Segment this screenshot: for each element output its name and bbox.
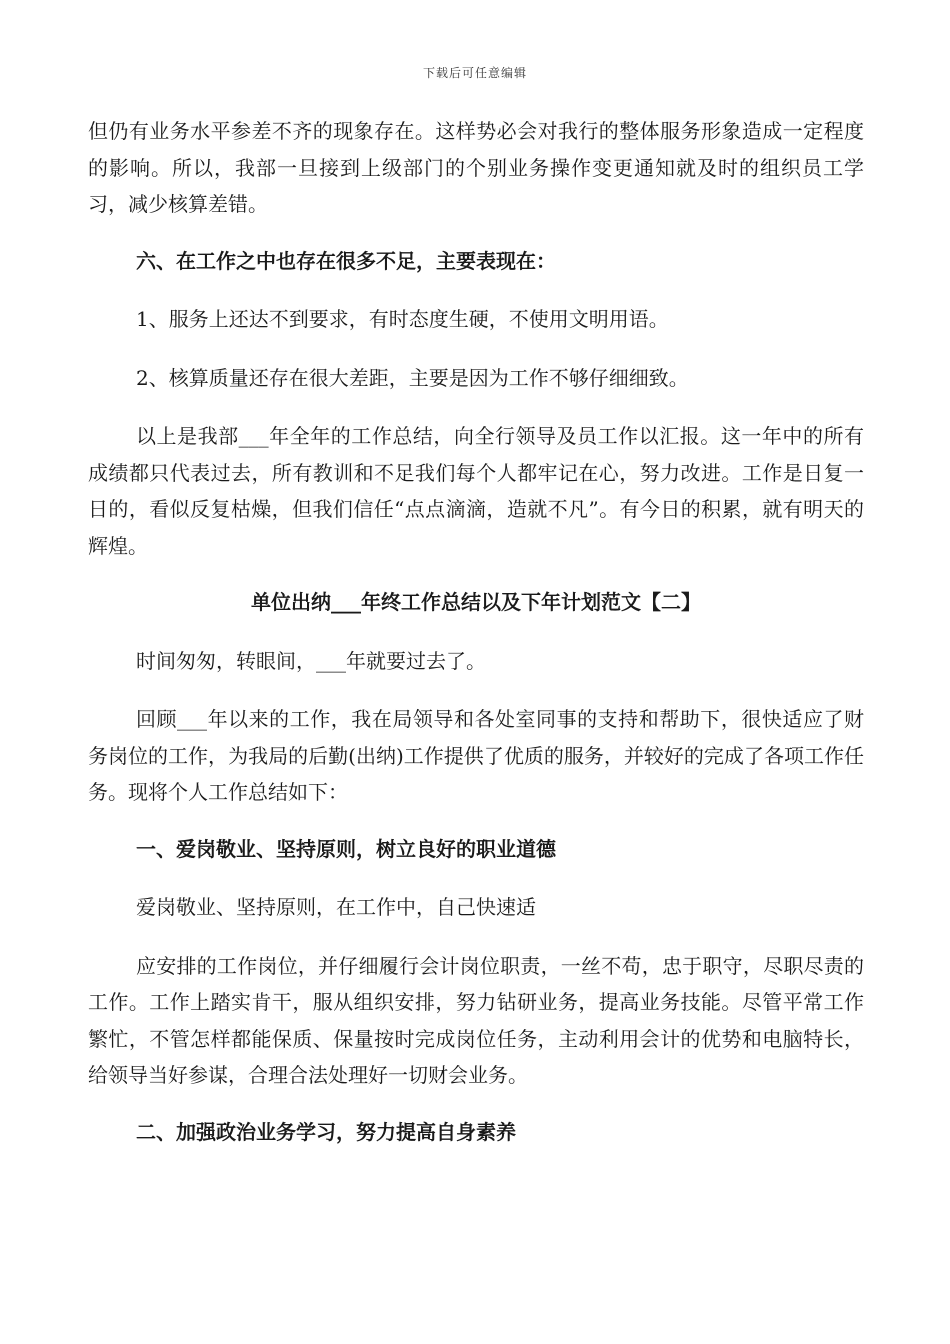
page-header: 下载后可任意编辑 xyxy=(422,66,527,80)
paragraph-duties: 应安排的工作岗位，并仔细履行会计岗位职责，一丝不苟，忠于职守，尽职尽责的工作。工作上踏实肯干，服从组织安排，努力钻研业务，提高业务技能。尽管平常工作繁忙，不管怎样都能保质、保量按时完成岗位任务，主动利用会计的优势和电脑特长，给领导当好参谋，合理合法处理好一切财会业务。 xyxy=(88,953,864,1087)
article-title: 单位出纳___年终工作总结以及下年计划范文【二】 xyxy=(251,590,701,614)
section-heading-six: 六、在工作之中也存在很多不足，主要表现在： xyxy=(136,248,556,273)
section-heading-two: 二、加强政治业务学习，努力提高自身素养 xyxy=(136,1119,516,1144)
list-item-2: 2、核算质量还存在很大差距，主要是因为工作不够仔细细致。 xyxy=(136,365,689,390)
paragraph-continuation: 但仍有业务水平参差不齐的现象存在。这样势必会对我行的整体服务形象造成一定程度的影响。所以，我部一旦接到上级部门的个别业务操作变更通知就及时的组织员工学习，减少核算差错。 xyxy=(88,119,864,216)
document-body xyxy=(88,113,864,1172)
section-heading-one: 一、爱岗敬业、坚持原则，树立良好的职业道德 xyxy=(136,836,556,861)
list-item-1: 1、服务上还达不到要求，有时态度生硬，不使用文明用语。 xyxy=(136,307,669,331)
paragraph-summary: 以上是我部___年全年的工作总结，向全行领导及员工作以汇报。这一年中的所有成绩都只代表过去，所有教训和不足我们每个人都牢记在心，努力改进。工作是日复一日的，看似反复枯燥，但我们信任“点点滴滴，造就不凡”。有今日的积累，就有明天的辉煌。 xyxy=(88,424,864,558)
paragraph-line: 爱岗敬业、坚持原则，在工作中，自己快速适 xyxy=(136,895,536,919)
paragraph-intro: 时间匆匆，转眼间，___年就要过去了。 xyxy=(136,648,486,673)
paragraph-review: 回顾___年以来的工作，我在局领导和各处室同事的支持和帮助下，很快适应了财务岗位的工作，为我局的后勤(出纳)工作提供了优质的服务，并较好的完成了各项工作任务。现将个人工作总结如下： xyxy=(88,707,864,804)
